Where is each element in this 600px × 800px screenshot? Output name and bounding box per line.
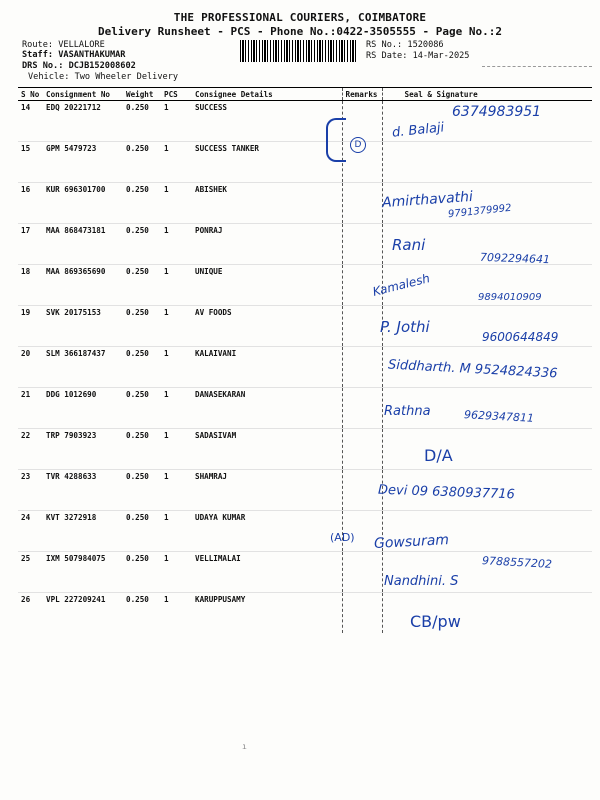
signature-24-ad: (AD)	[330, 531, 355, 544]
cell-weight: 0.250	[123, 306, 161, 347]
cell-consignee: SADASIVAM	[192, 429, 342, 470]
cell-pcs: 1	[161, 429, 192, 470]
cell-remarks	[342, 470, 382, 511]
cell-consignment: TVR 4288633	[43, 470, 123, 511]
cell-weight: 0.250	[123, 183, 161, 224]
signature-18: Kamalesh	[371, 271, 432, 299]
cell-weight: 0.250	[123, 347, 161, 388]
cell-remarks	[342, 306, 382, 347]
cell-consignment: TRP 7903923	[43, 429, 123, 470]
signature-14-phone: 6374983951	[452, 104, 542, 120]
cell-consignment: SVK 20175153	[43, 306, 123, 347]
cell-consignee: UNIQUE	[192, 265, 342, 306]
cell-pcs: 1	[161, 470, 192, 511]
table-row	[18, 593, 592, 634]
rs-date: RS Date: 14-Mar-2025	[366, 51, 470, 61]
signature-25-phone: 9788557202	[481, 554, 553, 571]
signature-21-phone: 9629347811	[463, 408, 535, 425]
cell-pcs: 1	[161, 511, 192, 552]
signature-18-phone: 9894010909	[478, 292, 542, 303]
company-title: THE PROFESSIONAL COURIERS, COIMBATORE	[173, 11, 427, 24]
runsheet-table	[18, 87, 592, 633]
col-header-weight: Weight	[123, 88, 161, 101]
cell-consignment: MAA 869365690	[43, 265, 123, 306]
cell-consignee: AV FOODS	[192, 306, 342, 347]
cell-weight: 0.250	[123, 224, 161, 265]
signature-26: CB/pw	[410, 612, 461, 631]
divider	[482, 66, 592, 67]
col-header-consignment: Consignment No	[43, 88, 123, 101]
circle-mark: D	[350, 137, 366, 153]
cell-remarks	[342, 101, 382, 142]
cell-pcs: 1	[164, 595, 169, 604]
cell-pcs: 1	[161, 265, 192, 306]
cell-remarks	[342, 593, 382, 634]
cell-signature	[382, 142, 592, 183]
cell-pcs: 1	[161, 224, 192, 265]
cell-pcs: 1	[161, 552, 192, 593]
cell-pcs: 1	[161, 388, 192, 429]
cell-pcs: 1	[161, 183, 192, 224]
runsheet-subtitle: Delivery Runsheet - PCS - Phone No.:0422-3505555 - Page No.:2	[98, 25, 502, 38]
drs-barcode	[240, 40, 358, 62]
cell-sno: 19	[18, 306, 43, 347]
cell-pcs: 1	[161, 347, 192, 388]
table-row	[18, 142, 592, 183]
cell-sno: 18	[18, 265, 43, 306]
cell-weight: 0.250	[126, 595, 149, 604]
signature-25: Nandhini. S	[384, 574, 459, 589]
cell-sno: 16	[18, 183, 43, 224]
handwritten-bracket	[326, 118, 346, 162]
cell-weight: 0.250	[123, 429, 161, 470]
signature-17-phone: 7092294641	[479, 250, 551, 267]
cell-consignment: KVT 3272918	[43, 511, 123, 552]
cell-weight: 0.250	[123, 142, 161, 183]
drs-number: DRS No.: DCJB152008602	[22, 61, 136, 71]
signature-19: P. Jothi	[380, 318, 430, 336]
signature-22: D/A	[424, 446, 453, 465]
cell-consignment: EDQ 20221712	[43, 101, 123, 142]
cell-consignee: UDAYA KUMAR	[192, 511, 342, 552]
cell-consignee: PONRAJ	[192, 224, 342, 265]
signature-20: Siddharth. M 9524824336	[387, 357, 558, 382]
vehicle-info: Vehicle: Two Wheeler Delivery	[28, 72, 179, 82]
signature-23: Devi 09 6380937716	[377, 482, 516, 503]
signature-24: Gowsuram	[373, 532, 450, 552]
cell-weight: 0.250	[123, 388, 161, 429]
table-row	[18, 511, 592, 552]
cell-weight: 0.250	[123, 470, 161, 511]
signature-16: Amirthavathi	[381, 188, 474, 212]
cell-consignee: ABISHEK	[192, 183, 342, 224]
cell-sno: 25	[18, 552, 43, 593]
cell-consignee: SUCCESS	[192, 101, 342, 142]
cell-sno: 17	[18, 224, 43, 265]
cell-weight: 0.250	[123, 101, 161, 142]
cell-remarks	[342, 388, 382, 429]
cell-sno: 15	[18, 142, 43, 183]
cell-consignment: IXM 507984075	[43, 552, 123, 593]
cell-consignee: SUCCESS TANKER	[192, 142, 342, 183]
col-header-signature: Seal & Signature	[382, 88, 592, 101]
cell-consignee: KALAIVANI	[192, 347, 342, 388]
cell-weight: 0.250	[123, 265, 161, 306]
cell-sno: 22	[18, 429, 43, 470]
staff-info: Staff: VASANTHAKUMAR	[22, 50, 126, 60]
table-header-row	[18, 88, 592, 101]
cell-consignee: DANASEKARAN	[192, 388, 342, 429]
page-mark: ı	[242, 742, 247, 751]
cell-consignee: VELLIMALAI	[192, 552, 342, 593]
signature-17: Rani	[392, 236, 426, 254]
cell-remarks	[342, 347, 382, 388]
signature-21: Rathna	[384, 404, 431, 419]
cell-sno: 14	[18, 101, 43, 142]
cell-consignment: VPL 227209241	[46, 595, 106, 604]
cell-consignment: GPM 5479723	[43, 142, 123, 183]
cell-sno: 23	[18, 470, 43, 511]
cell-consignee: SHAMRAJ	[192, 470, 342, 511]
cell-remarks	[342, 552, 382, 593]
table-row	[18, 429, 592, 470]
cell-pcs: 1	[161, 142, 192, 183]
cell-consignment: MAA 868473181	[43, 224, 123, 265]
signature-16-phone: 9791379992	[447, 202, 513, 221]
col-header-remarks: Remarks	[342, 88, 382, 101]
rs-number: RS No.: 1520086	[366, 40, 444, 50]
cell-consignment: SLM 366187437	[43, 347, 123, 388]
cell-signature	[382, 429, 592, 470]
cell-sno: 24	[18, 511, 43, 552]
cell-sno: 20	[18, 347, 43, 388]
col-header-sno: S No	[18, 88, 43, 101]
cell-weight: 0.250	[123, 511, 161, 552]
col-header-consignee: Consignee Details	[192, 88, 342, 101]
cell-remarks	[342, 429, 382, 470]
cell-weight: 0.250	[123, 552, 161, 593]
cell-pcs: 1	[161, 306, 192, 347]
cell-sno: 26	[21, 595, 31, 604]
cell-remarks	[342, 224, 382, 265]
cell-pcs: 1	[161, 101, 192, 142]
signature-19-phone: 9600644849	[482, 330, 559, 344]
cell-remarks	[342, 183, 382, 224]
col-header-pcs: PCS	[161, 88, 192, 101]
signature-14: d. Balaji	[391, 120, 445, 141]
cell-sno: 21	[18, 388, 43, 429]
route-info: Route: VELLALORE	[22, 40, 105, 50]
cell-consignment: DDG 1012690	[43, 388, 123, 429]
cell-consignment: KUR 696301700	[43, 183, 123, 224]
cell-consignee: KARUPPUSAMY	[195, 595, 246, 604]
